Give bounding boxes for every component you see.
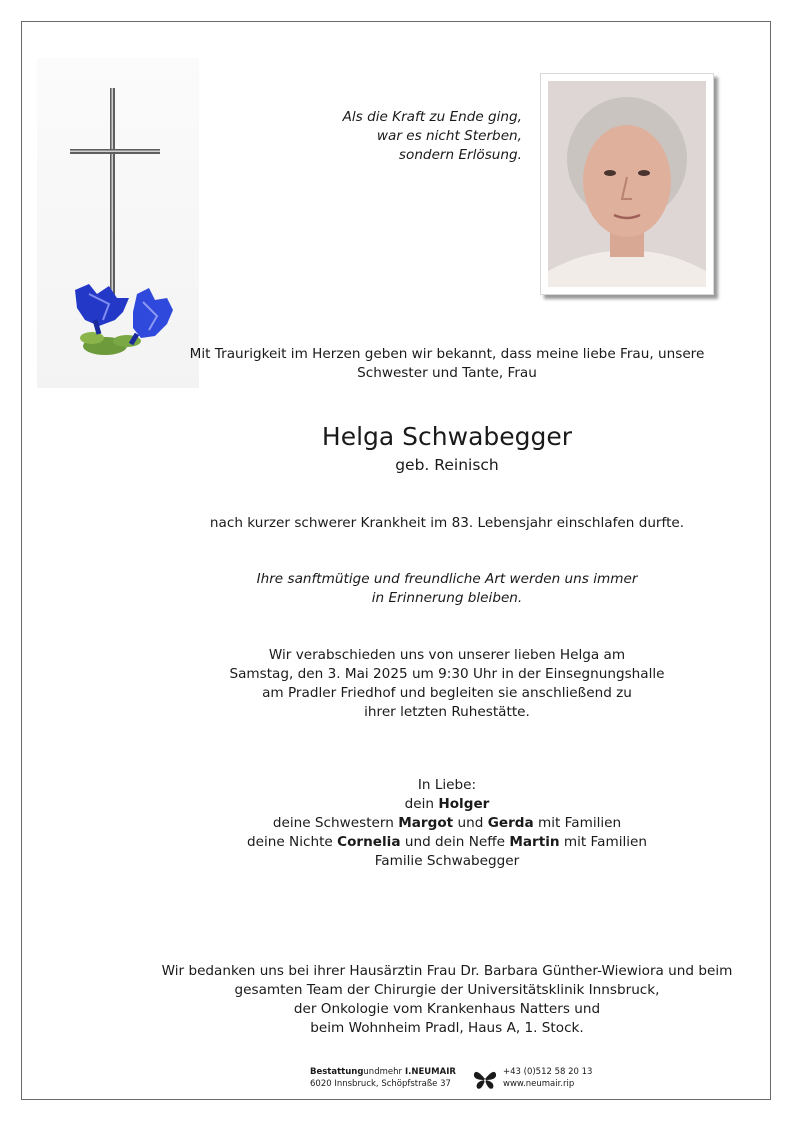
cross-with-flowers [37, 58, 199, 388]
butterfly-icon [472, 1066, 498, 1092]
memory-line: in Erinnerung bleiben. [371, 590, 523, 606]
portrait-photo [540, 73, 714, 295]
service-line: am Pradler Friedhof und begleiten sie anschließend zu [262, 685, 632, 701]
footer-left [310, 1066, 456, 1090]
funeral-home-phone: +43 (0)512 58 20 13 [503, 1067, 593, 1077]
maiden-name: geb. Reinisch [395, 456, 499, 474]
verse-line: Als die Kraft zu Ende ging, [342, 109, 522, 125]
service-line: ihrer letzten Ruhestätte. [364, 704, 530, 720]
mourner-line: deine Nichte Cornelia und dein Neffe Martin mit Familien [246, 834, 648, 850]
mourner-name: Martin [509, 834, 560, 850]
mourner-name: Cornelia [337, 834, 401, 850]
memory-text [120, 570, 774, 608]
funeral-home-brand: Bestattungundmehr I.NEUMAIR [310, 1067, 456, 1077]
service-details [120, 646, 774, 722]
funeral-home-website[interactable]: www.neumair.rip [503, 1079, 575, 1089]
mourner-line: Familie Schwabegger [374, 853, 520, 869]
intro-line: Schwester und Tante, Frau [357, 365, 537, 381]
funeral-home-footer [300, 1066, 600, 1096]
announcement-intro [120, 345, 774, 383]
illness-text [120, 514, 774, 533]
mourner-line: deine Schwestern Margot und Gerda mit Familien [272, 815, 622, 831]
portrait-image [548, 81, 706, 287]
deceased-name: Helga Schwabegger [321, 422, 573, 451]
memory-line: Ihre sanftmütige und freundliche Art werden uns immer [256, 571, 638, 587]
mourner-name: Margot [398, 815, 454, 831]
verse [290, 108, 522, 165]
thanks-line: Wir bedanken uns bei ihrer Hausärztin Frau Dr. Barbara Günther-Wiewiora und beim [161, 963, 733, 979]
thanks-line: beim Wohnheim Pradl, Haus A, 1. Stock. [310, 1020, 584, 1036]
verse-line: war es nicht Sterben, [376, 128, 522, 144]
funeral-home-address: 6020 Innsbruck, Schöpfstraße 37 [310, 1079, 451, 1089]
thanks-line: der Onkologie vom Krankenhaus Natters und [293, 1001, 601, 1017]
mourner-name: Gerda [487, 815, 534, 831]
intro-line: Mit Traurigkeit im Herzen geben wir bekannt, dass meine liebe Frau, unsere [189, 346, 705, 362]
illness-line: nach kurzer schwerer Krankheit im 83. Lebensjahr einschlafen durfte. [209, 515, 685, 531]
mourner-name: Holger [438, 796, 490, 812]
mourners-heading: In Liebe: [417, 777, 477, 793]
mourners-list [120, 776, 774, 871]
mourner-line: dein Holger [404, 796, 490, 812]
service-line: Samstag, den 3. Mai 2025 um 9:30 Uhr in der Einsegnungshalle [229, 666, 665, 682]
thanks-line: gesamten Team der Chirurgie der Universitätsklinik Innsbruck, [234, 982, 660, 998]
footer-right [503, 1066, 592, 1090]
service-line: Wir verabschieden uns von unserer lieben Helga am [268, 647, 626, 663]
thanks-text [120, 962, 774, 1038]
verse-line: sondern Erlösung. [398, 147, 522, 163]
cross-icon [37, 58, 199, 388]
